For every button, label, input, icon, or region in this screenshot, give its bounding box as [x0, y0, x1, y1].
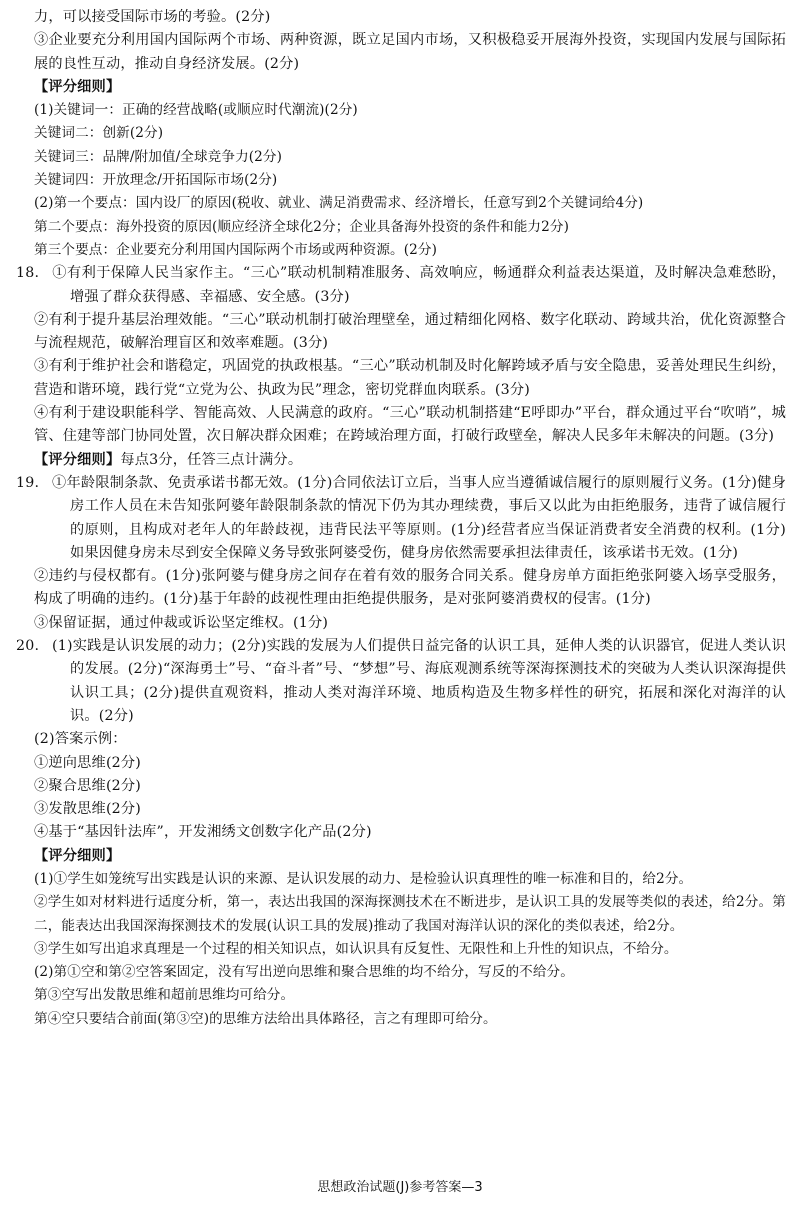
text-line: [16, 635, 786, 728]
line-text: ③有利于维护社会和谐稳定，巩固党的执政根基。“三心”联动机制及时化解跨域矛盾与安全隐患，妥善处理民生纠纷，营造和谐环境，践行党“立党为公、执政为民”理念，密切党群血肉联系。(3分): [34, 358, 786, 398]
text-line: [34, 169, 786, 192]
text-line: [34, 99, 786, 122]
line-text: 【评分细则】: [34, 847, 121, 864]
text-line: [34, 239, 786, 262]
line-text: ①逆向思维(2分): [34, 754, 142, 771]
line-text: (1)关键词一：正确的经营战略(或顺应时代潮流)(2分): [34, 102, 358, 119]
line-text: (1)①学生如笼统写出实践是认识的来源、是认识发展的动力、是检验认识真理性的唯一标准和目的，给2分。: [34, 870, 693, 887]
line-text: 第③空写出发散思维和超前思维均可给分。: [34, 987, 295, 1004]
line-text: ①有利于保障人民当家作主。“三心”联动机制精准服务、高效响应，畅通群众利益表达渠道，及时解决急难愁盼，增强了群众获得感、幸福感、安全感。(3分): [52, 265, 786, 305]
line-text: (2)第①空和第②空答案固定，没有写出逆向思维和聚合思维的均不给分，写反的不给分。: [34, 964, 574, 981]
line-text: 关键词二：创新(2分): [34, 125, 164, 142]
text-line: [34, 309, 786, 356]
page-footer: 思想政治试题(J)参考答案—3: [317, 1180, 483, 1195]
text-line: [34, 76, 786, 99]
line-text: (1)实践是认识发展的动力；(2分)实践的发展为人们提供日益完备的认识工具，延伸人类的认识器官，促进人类认识的发展。(2分)“深海勇士”号、“奋斗者”号、“梦想”号、海底观测系统等深海探测技术的突破为人类认识深海提供认识工具；(2分)提供直观资料，推动人类对海洋环境、地质构造及生物多样性的研究，拓展和深化对海洋的认识。(2分): [52, 638, 786, 724]
text-line: [34, 961, 786, 984]
text-line: [34, 122, 786, 145]
line-text: ③企业要充分利用国内国际两个市场、两种资源，既立足国内市场，又积极稳妥开展海外投资，实现国内发展与国际拓展的良性互动，推动自身经济发展。(2分): [34, 32, 786, 72]
text-line: [34, 775, 786, 798]
text-line: [34, 216, 786, 239]
line-text: 关键词四：开放理念/开拓国际市场(2分): [34, 172, 278, 189]
line-text: ③学生如写出追求真理是一个过程的相关知识点，如认识具有反复性、无限性和上升性的知识点，不给分。: [34, 940, 678, 957]
text-line: [34, 565, 786, 612]
line-text: 【评分细则】: [34, 78, 121, 95]
text-line: [34, 146, 786, 169]
text-line: [34, 798, 786, 821]
line-text: (2)答案示例：: [34, 731, 127, 748]
text-line: [34, 938, 786, 961]
line-text: 力，可以接受国际市场的考验。(2分): [34, 9, 271, 25]
line-text: ②聚合思维(2分): [34, 777, 142, 794]
line-text: ③发散思维(2分): [34, 801, 142, 818]
text-line: [34, 6, 786, 29]
text-line: [16, 262, 786, 309]
line-text: ②学生如对材料进行适度分析，第一，表达出我国的深海探测技术在不断进步，是认识工具的发展等类似的表述，给2分。第二，能表达出我国深海探测技术的发展(认识工具的发展)推动了我国对海洋认识的深化的类似表述，给2分。: [34, 894, 786, 934]
line-text: ②违约与侵权都有。(1分)张阿婆与健身房之间存在着有效的服务合同关系。健身房单方面拒绝张阿婆入场享受服务，构成了明确的违约。(1分)基于年龄的歧视性理由拒绝提供服务，是对张阿婆消费权的侵害。(1分): [34, 568, 786, 608]
line-text: ②有利于提升基层治理效能。“三心”联动机制打破治理壁垒，通过精细化网格、数字化联动、跨域共治，优化资源整合与流程规范，破解治理盲区和效率难题。(3分): [34, 311, 786, 352]
text-line: [34, 402, 786, 449]
question-number: 20.: [16, 638, 40, 655]
line-text: 关键词三：品牌/附加值/全球竞争力(2分): [34, 148, 283, 165]
line-text: 第三个要点：企业要充分利用国内国际两个市场或两种资源。(2分): [34, 241, 437, 258]
line-text: ④有利于建设职能科学、智能高效、人民满意的政府。“三心”联动机制搭建“E呼即办”平台，群众通过平台“吹哨”，城管、住建等部门协同处置，次日解决群众困难；在跨域治理方面，打破行政壁垒，解决人民多年未解决的问题。(3分): [34, 405, 786, 445]
text-line: [34, 752, 786, 775]
line-text: 每点3分，任答三点计满分。: [120, 451, 303, 468]
text-line: [16, 472, 786, 565]
text-line: [34, 984, 786, 1007]
text-line: [34, 192, 786, 215]
answer-content: [16, 6, 786, 1031]
text-line: [34, 612, 786, 635]
text-line: [34, 728, 786, 751]
text-line: [34, 868, 786, 891]
line-text: 第④空只要结合前面(第③空)的思维方法给出具体路径，言之有理即可给分。: [34, 1010, 497, 1027]
question-number: 18.: [16, 265, 40, 282]
line-text: (2)第一个要点：国内设厂的原因(税收、就业、满足消费需求、经济增长，任意写到2个关键词给4分): [34, 195, 644, 212]
text-line: [34, 1008, 786, 1031]
question-number: 19.: [16, 474, 40, 491]
text-line: [34, 845, 786, 868]
line-text: ③保留证据，通过仲裁或诉讼坚定维权。(1分): [34, 614, 329, 631]
text-line: [34, 891, 786, 938]
text-line: [34, 355, 786, 402]
scoring-rule-heading: 【评分细则】: [34, 451, 121, 468]
text-line: [34, 449, 786, 472]
line-text: 第二个要点：海外投资的原因(顺应经济全球化2分；企业具备海外投资的条件和能力2分): [34, 218, 569, 235]
line-text: ①年龄限制条款、免责承诺书都无效。(1分)合同依法订立后，当事人应当遵循诚信履行的原则履行义务。(1分)健身房工作人员在未告知张阿婆年龄限制条款的情况下仍为其办理续费，事后又以此为由拒绝服务，违背了诚信履行的原则，且构成对老年人的年龄歧视，违背民法平等原则。(1分)经营者应当保证消费者安全消费的权利。(1分)如果因健身房未尽到安全保障义务导致张阿婆受伤，健身房依然需要承担法律责任，该承诺书无效。(1分): [52, 474, 786, 561]
text-line: [34, 821, 786, 844]
line-text: ④基于“基因针法库”，开发湘绣文创数字化产品(2分): [34, 824, 372, 841]
text-line: [34, 29, 786, 76]
